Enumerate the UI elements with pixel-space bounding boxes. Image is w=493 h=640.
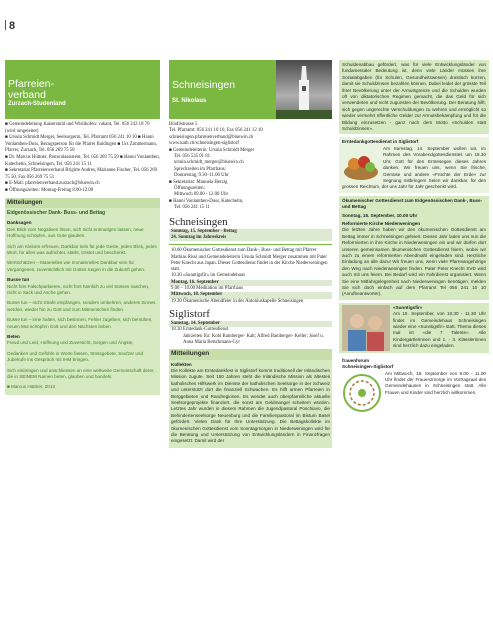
page-number: 8 xyxy=(5,20,15,32)
siglistorf-heading: Siglistorf xyxy=(169,307,210,320)
address-line: ■ Hanni Vonlanthen-Duss, Katechetin, xyxy=(169,198,244,204)
address-line: Tel. 056 535 01 81 xyxy=(174,154,211,160)
section-subtitle: St. Nikolaus xyxy=(172,98,207,104)
address-line: Tel. Pfarramt: 056 241 10 10, Fax 056 241 12 10 xyxy=(169,128,263,134)
kollekten-text: Die Kollekte am Erntedankfest in Siglistorf kommt traditionell der Inländischen Mission zugute. Seit 150 Jahren steht die Inländische Mission als ältestes katholisches Hilfswerk im Dienste der katholischen Seelsorge in der Schweiz und unterstützt dort die finanziell Schwachen. Es hilft armen Pfarreien in Berggebieten und Randregionen. Es wendet auch überpfarreiliche aktuelle Seelsorgeprojekte finanziert, die sonst am Geldmangel scheitern würden. Letztes Jahr wurden in diesem Rahmen die Jugendpastoral Poschiavo, die Behindertenseelsorge Neuenburg und die Familienpastoral im Bistum Basel gefördert. Vielen Dank für Ihre Unterstützung. Die Bettagskollekte im ökumenischen Gottesdienst vom Sonntagmorgen in Niederweningen wird für die Beratung und Unterstützung von Entwicklungsländern in Finanzfragen eingesetzt. Damit wird der xyxy=(171,367,330,444)
section-title-line2: verband xyxy=(8,89,46,101)
schedule-entry: 19.30 Ökumenische Abendfeier in der Antoniuskapelle Schneisingen xyxy=(171,298,304,304)
paragraph: Gedanken und Gefühle in Worte fassen, Stossgebete, Seufzer und Jubelrufe ins Gespräch mit IHM bringen. xyxy=(7,350,144,363)
section-header-pfarreienverband xyxy=(5,60,160,119)
busse-title: Busse tun xyxy=(7,277,30,283)
sunntigsfir-text: Am 15. September, von 10.30 - 11.30 Uhr findet im Gemeindehaus Schneisingen wieder eine «Sunntigsfir» statt. Thema dieses mal ist «die 7 Talente». Alle Kindergärtlerinnen und 1. - 3. Klässlerinnen sind herzlich dazu eingeladen. xyxy=(393,311,486,349)
contact-entry: ■ Gemeindeleitung Kaiserstuhl und Wislikofen: vakant, Tel. 056 243 18 70 (wird umgeleitet) xyxy=(5,122,150,134)
contact-entry: ■ Ursula Schmidt Merger, Seelsorgerin, Tel. Pfarramt 056 241 10 10 ■ Hanni Vonlanthen-Duss, Bezugsperson für die Pfarrei Baldingen ■ Urs Zimmermann, Pfarrer, Zurzach, Tel. 056 269 75 50 xyxy=(5,135,158,154)
schedule-date: Mittwoch, 18. September xyxy=(169,292,332,298)
paragraph: Nicht fürs Falschparkieren, nicht fürs hämlich zu viel Süsses naschen, nicht in Sack und Asche gehen. xyxy=(7,283,150,295)
continuation-text: Schuldenabbau gefördert, was für viele Entwicklungsländer von fundamentaler Bedeutung ist, denn viele Länder müssen ihre Sozialabgaben (für Schulen, Gesundheitswesen) drastisch kürzen, damit sie Schuldzinsen bezahlen können. Dabei leidet der grösste Teil ihrer Bevölkerung unter der Armutsgrenze und die Schulden wurden oft von diktatorischen Regimen gemacht, die das Geld für sich verwendeten und nicht zugunsten der Bevölkerung. Der Beratung hilft, sich gegen ungerechte Verschuldungen zu wehren und ermöglicht so wieder vermehrt öffentliche Gelder zur Armutsbekämpfung und für die Bildung einzusetzen - ganz nach dem Motto «Schulden statt Schuldzinsen». xyxy=(342,62,486,132)
schedule-entry: Jahrzeiten für: Kobi Bamberger- Kalt; Alfred Bamberger- Keller; Josef u. Anna Maria Betschmann-Gyr xyxy=(183,333,324,345)
contact-entry: ■ Öffnungszeiten: Montag-Freitag 8.00-12.00 xyxy=(5,187,94,193)
sunntigsfir-title: «Sunntigsfir» xyxy=(393,304,423,310)
frauenforum-title: frauenforum xyxy=(342,357,370,363)
paragraph: Den Blick vom Negativen lösen, sich nicht entmutigen lassen, neue Hoffnung schöpfen, aus Gute glauben. xyxy=(7,226,144,239)
address-line: Öffnungszeiten: xyxy=(174,186,205,192)
mitteilungen-box xyxy=(5,198,160,395)
column-pfarreienverband xyxy=(5,60,160,395)
contact-entry: ■ Sekretariat Pfarreienverband Brigitte Andres, Marianne Fischer, Tel. 056 269 75 50, Fax 056 269 75 51 xyxy=(5,168,158,180)
contact-list xyxy=(169,122,332,212)
paragraph: Freud und Leid, Hoffnung und Zuversicht, Sorgen und Ängste, xyxy=(7,340,134,346)
address-line: Sprechzeiten im Pfarrhaus: xyxy=(174,166,226,172)
schedule-entry: 9.00 – 10.00 Meditation im Pfarrhaus xyxy=(171,286,244,292)
schedule-entry: 10.30 «Sunntigsfir» im Gemeindehaus xyxy=(171,273,246,279)
sunntigsfir-box xyxy=(339,303,489,353)
contact-list xyxy=(5,122,160,195)
children-photo xyxy=(342,305,390,351)
address-line: schneisingen.pfarreienverband@bluewin.ch xyxy=(169,134,254,140)
column-announcements xyxy=(339,60,489,415)
divider xyxy=(169,244,332,245)
erntedank-title: Erntedankgottesdienst in Siglistorf xyxy=(342,139,419,145)
contact-entry: ■ Dr. Marcus Hüttner, Pastoralassistent, Tel. 056 269 75 59 ■ Hanni Vonlanthen, Katechetin, Schneisingen, Tel. 056 241 15 11 xyxy=(5,154,160,167)
paragraph: Busse tun – inne halten, sich besinnen, Fehler zugeben, sich bemühen, neuen Mut schöpfen Gott und den Nächsten lieben xyxy=(7,317,153,329)
children-image xyxy=(342,305,390,351)
siglistorf-schedule xyxy=(169,321,332,346)
schedule-entry: 10.00 Ökumenischer Gottesdienst zum Dank-, Buss- und Bettag mit Pfarrer Mathias Rissi und Gemeindeleiterin Ursula Schmidt Merger zusammen mit Pater Peter Knecht aus Japan. Dieser Gottesdienst findet in der Kirche Niederweningen statt. xyxy=(171,248,328,273)
kollekten-title: Kollekten xyxy=(171,361,192,367)
address-line: ■ Gemeindeleiterin: Ursula Schmidt Merger xyxy=(169,147,255,153)
oekumene-text: Die letzten Jahre haben wir den ökumenischen Gottesdienst am Bettag immer in Schneisingen gefeiert. Dieses Jahr laden uns nun die Reformierten in ihre Kirche in Niederweningen ein und wir dürfen dort unseren gemeinsamen ökumenischen Gottesdienst feiern, wobei wir auch zu einem reformierten Abendmahl eingeladen sind. Herzliche Einladung an alle dazu! Wir freuen uns, wenn viele Pfarreiangehörige den Weg nach Niederweningen finden. Pater Peter Knecht SVD wird auch mit uns feiern. Bei Bedarf wird ein Fahrdienst organisiert. Wenn Sie eine Mitfahrgelegenheit nach Niederweningen benötigen, melden Sie sich doch einfach auf dem Pfarramt Tel 056 241 10 10 (Anrufbeantworter). xyxy=(342,227,486,297)
mitteilungen-heading: Mitteilungen xyxy=(5,198,160,208)
harvest-image xyxy=(342,148,380,182)
paragraph: Sich am Kleinen erfreuen, Dankbar sein für jede Geste, jeden Blick, jedes Wort, für alles was aufrichtet, stärkt, tröstet und beschenkt. xyxy=(7,243,157,255)
schneisingen-heading: Schneisingen xyxy=(169,215,228,228)
oekumene-title: Ökumenischer Gottesdienst zum Eidgenössischen Dank-, Buss- und Bettag xyxy=(342,197,483,210)
author-signature: ■ Marcus Hüttner, 2013 xyxy=(7,384,55,390)
address-line: ■ Sekretariat: Manuela Herzig xyxy=(169,179,228,185)
erntedank-text: Am Samstag, 14. September wollen wir, im Rahmen des Vorabendgottesdienstes um 18.30 Uhr, Gott für den Erntesegen dieses Jahres danken. Wir freuen uns, wenn Sie frische, Gemüse und andere «Früchte der Erde» zur Segnung mitbringen! Seien wir dankbar, für den grossen Reichtum, der uns Jahr für Jahr geschenkt wird. xyxy=(342,145,486,190)
mitteilungen-box xyxy=(169,349,332,448)
frauenforum-subtitle: Schneisingen-Siglistorf xyxy=(342,364,394,370)
schedule-entry: 18.30 Erntedank-Gottesdienst xyxy=(171,327,229,333)
oekumene-location: Reformierte Kirche Niederweningen xyxy=(342,220,421,226)
schneisingen-schedule xyxy=(169,229,332,305)
section-subtitle: Zurzach-Studenland xyxy=(8,101,66,107)
oekumene-date: Sonntag, 15. September, 10.00 Uhr xyxy=(342,212,418,218)
beten-title: Beten xyxy=(7,334,20,340)
column-schneisingen xyxy=(169,60,332,448)
paragraph: Wertschätzen – Materielles wie Immaterielles Dankbar sein für Vergangenes, zuversichtlich mit Gottes Segen in die Zukunft gehen. xyxy=(7,260,146,272)
schedule-date: Montag, 16. September xyxy=(169,280,332,286)
frauenforum-logo xyxy=(342,373,382,413)
address-line: ursula.schmidt_merger@bluewin.ch xyxy=(174,160,244,166)
schedule-date: Sonntag, 15. September - Bettag xyxy=(169,229,332,235)
frauenforum-text: Am Mittwoch, 18. September von 9.00 - 11.00 Uhr findet der Frauenzmorge im Vortragsaal des Gemeindehauses in Schneisingen statt. Alle Frauen und Kinder sind herzlich willkommen. xyxy=(385,370,486,395)
section-title: Schneisingen xyxy=(172,79,236,91)
paragraph: Sich einbringen und anschliessen an eine weltweite Gemeinschaft derer, die in SEINEM Namen beten, glauben und handeln. xyxy=(7,367,155,380)
schedule-date: 24. Sonntag im Jahreskreis xyxy=(169,235,332,241)
mitteilungen-heading: Mitteilungen xyxy=(169,349,332,359)
frauenforum-box xyxy=(339,356,489,415)
address-line: Mittwoch 09.00 - 12.00 Uhr xyxy=(174,192,229,198)
address-line: www.kath.ch/schneisingen-siglistorf xyxy=(169,141,240,147)
frauenforum-logo-icon xyxy=(342,373,382,413)
address-line: Bindlistrasse 5 xyxy=(169,122,198,127)
address-line: Tel. 056 241 15 11 xyxy=(174,205,210,211)
contact-entry: ■ E-Mail: pfarreienverband.zurzach@bluewin.ch xyxy=(5,181,100,187)
church-tower-image xyxy=(276,60,332,119)
erntedank-box xyxy=(339,137,489,192)
continuation-box xyxy=(339,60,489,134)
bettag-heading: Eidgenössischer Dank- Buss- und Bettag xyxy=(7,209,106,216)
section-header-schneisingen xyxy=(169,60,332,119)
church-photo xyxy=(276,60,332,119)
address-line: Donnerstag, 9.30–11.00 Uhr xyxy=(174,173,229,179)
section-title-line1: Pfarreien- xyxy=(8,78,55,90)
schedule-date: Samstag, 14. September xyxy=(169,321,332,327)
paragraph: Busse tun – nicht Strafe empfangen, sondern umkehren, anderes Sinnes werden, wieder hin zu Gott und zum Mitmenschen finden. xyxy=(7,300,156,312)
danksagen-title: Danksagen xyxy=(7,220,32,226)
oekumene-box xyxy=(339,196,489,300)
harvest-basket-icon xyxy=(342,148,380,182)
